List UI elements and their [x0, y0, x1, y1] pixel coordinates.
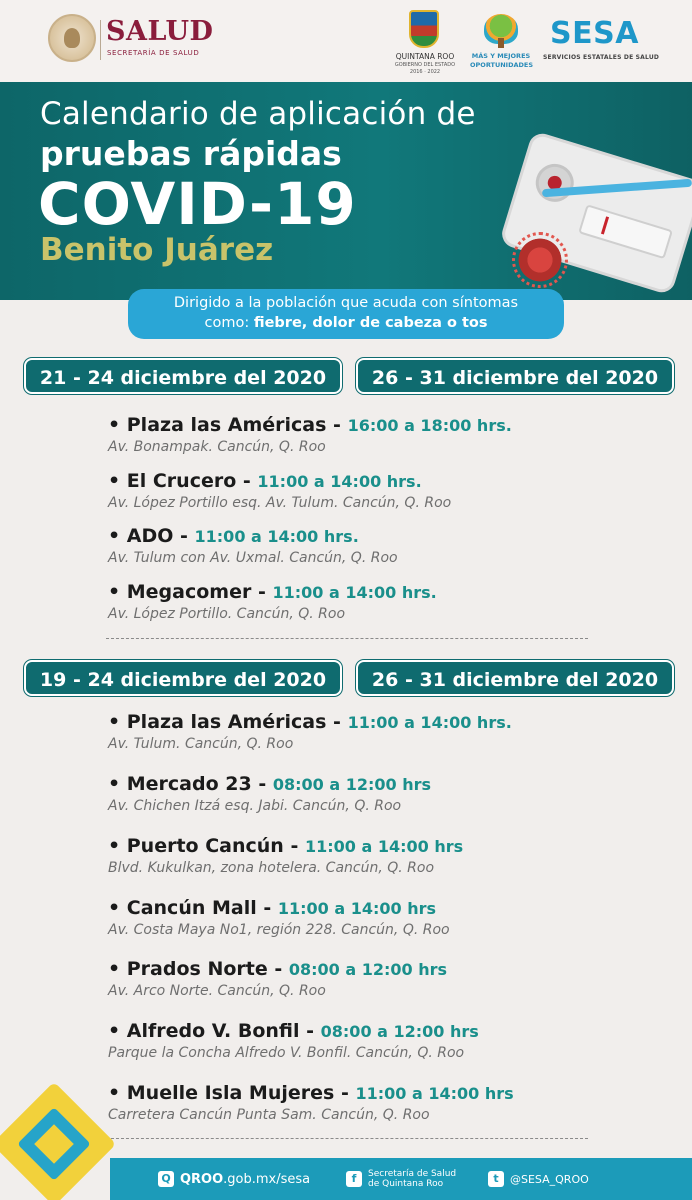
site-name: • Puerto Cancún -	[108, 835, 305, 857]
site-name: • El Crucero -	[108, 470, 258, 492]
section2-date-left: 19 - 24 diciembre del 2020	[24, 660, 342, 696]
site-name: • Prados Norte -	[108, 958, 289, 980]
site-address: Av. Arco Norte. Cancún, Q. Roo	[108, 983, 326, 999]
list-item	[108, 897, 668, 940]
website-rest: .gob.mx/sesa	[223, 1171, 311, 1187]
footer-twitter[interactable]	[488, 1158, 589, 1200]
banner-line1: Calendario de aplicación de	[40, 96, 476, 132]
symptoms-line2	[128, 313, 564, 333]
site-address: Av. López Portillo. Cancún, Q. Roo	[108, 606, 346, 622]
footer-bar	[110, 1158, 692, 1200]
mexico-seal-icon	[48, 14, 96, 62]
list-item	[108, 958, 668, 1001]
site-address: Av. Chichen Itzá esq. Jabi. Cancún, Q. Roo	[108, 798, 402, 814]
facebook-line1: Secretaría de Salud	[368, 1169, 457, 1179]
site-address: Av. Bonampak. Cancún, Q. Roo	[108, 439, 326, 455]
header-bar	[0, 0, 692, 82]
site-hours: 16:00 a 18:00 hrs.	[347, 416, 512, 435]
site-name: • Plaza las Américas -	[108, 711, 348, 733]
site-hours: 08:00 a 12:00 hrs	[272, 775, 432, 794]
site-name: • Megacomer -	[108, 581, 273, 603]
site-hours: 11:00 a 14:00 hrs	[277, 899, 437, 918]
tree-trunk	[498, 38, 504, 48]
title-banner	[0, 82, 692, 300]
banner-location: Benito Juárez	[40, 232, 274, 268]
site-name: • Mercado 23 -	[108, 773, 273, 795]
qroo-logo-icon: Q	[158, 1171, 174, 1187]
list-item	[108, 525, 668, 568]
site-address: Parque la Concha Alfredo V. Bonfil. Cancún, Q. Roo	[108, 1045, 465, 1061]
site-address: Av. Costa Maya No1, región 228. Cancún, Q. Roo	[108, 922, 450, 938]
result-line-icon	[601, 216, 609, 234]
quintana-roo-shield-icon	[409, 10, 439, 48]
section-divider	[106, 638, 588, 639]
symptoms-list: fiebre, dolor de cabeza o tos	[253, 315, 488, 331]
site-hours: 11:00 a 14:00 hrs	[304, 837, 464, 856]
quintana-roo-sub: GOBIERNO DEL ESTADO	[394, 62, 456, 68]
section1-date-right: 26 - 31 diciembre del 2020	[356, 358, 674, 394]
sample-well-icon	[531, 159, 578, 206]
twitter-handle: @SESA_QROO	[510, 1172, 589, 1186]
site-name: • Muelle Isla Mujeres -	[108, 1082, 356, 1104]
list-item	[108, 773, 668, 816]
section-divider	[106, 1138, 588, 1139]
mmo-line1: MÁS Y MEJORES	[471, 52, 531, 60]
site-hours: 11:00 a 14:00 hrs.	[194, 527, 359, 546]
website-bold: QROO	[180, 1171, 224, 1187]
list-item	[108, 835, 668, 878]
twitter-icon: t	[488, 1171, 504, 1187]
site-address: Carretera Cancún Punta Sam. Cancún, Q. Roo	[108, 1107, 430, 1123]
symptoms-prefix: como:	[204, 315, 254, 331]
site-name: • Cancún Mall -	[108, 897, 278, 919]
quintana-roo-logo	[394, 10, 456, 76]
result-window-icon	[578, 204, 673, 259]
site-hours: 11:00 a 14:00 hrs.	[347, 713, 512, 732]
site-address: Av. Tulum. Cancún, Q. Roo	[108, 736, 294, 752]
symptoms-notice	[128, 289, 564, 339]
site-address: Av. Tulum con Av. Uxmal. Cancún, Q. Roo	[108, 550, 398, 566]
footer-facebook[interactable]	[346, 1158, 456, 1200]
list-item	[108, 711, 668, 754]
site-hours: 11:00 a 14:00 hrs.	[257, 472, 422, 491]
footer-website[interactable]	[158, 1158, 310, 1200]
mas-mejores-oportunidades-logo	[470, 12, 532, 74]
site-hours: 11:00 a 14:00 hrs.	[272, 583, 437, 602]
site-name: • Alfredo V. Bonfil -	[108, 1020, 321, 1042]
mmo-line2: OPORTUNIDADES	[470, 61, 534, 69]
salud-divider	[100, 20, 101, 60]
decorative-corner-graphic	[0, 1090, 110, 1200]
site-hours: 08:00 a 12:00 hrs	[288, 960, 448, 979]
site-address: Av. López Portillo esq. Av. Tulum. Cancún, Q. Roo	[108, 495, 452, 511]
site-name: • ADO -	[108, 525, 195, 547]
list-item	[108, 1082, 668, 1125]
site-hours: 11:00 a 14:00 hrs	[355, 1084, 514, 1103]
sesa-logo-title: SESA	[550, 16, 639, 51]
site-address: Blvd. Kukulkan, zona hotelera. Cancún, Q. Roo	[108, 860, 435, 876]
symptoms-line1: Dirigido a la población que acuda con síntomas	[173, 295, 519, 311]
list-item	[108, 581, 668, 624]
list-item	[108, 414, 668, 457]
list-item	[108, 470, 668, 513]
quintana-roo-name: QUINTANA ROO	[395, 52, 455, 61]
salud-logo-title: SALUD	[106, 16, 214, 47]
banner-line2: pruebas rápidas	[40, 134, 342, 173]
section2-date-right: 26 - 31 diciembre del 2020	[356, 660, 674, 696]
site-name: • Plaza las Américas -	[108, 414, 348, 436]
sesa-logo-subtitle: SERVICIOS ESTATALES DE SALUD	[543, 54, 660, 61]
quintana-roo-years: 2016 · 2022	[409, 69, 441, 75]
banner-covid-title: COVID-19	[38, 170, 357, 238]
facebook-icon: f	[346, 1171, 362, 1187]
facebook-line2: de Quintana Roo	[368, 1179, 444, 1189]
list-item	[108, 1020, 668, 1063]
section1-date-left: 21 - 24 diciembre del 2020	[24, 358, 342, 394]
salud-logo-subtitle: SECRETARÍA DE SALUD	[107, 49, 200, 57]
site-hours: 08:00 a 12:00 hrs	[320, 1022, 479, 1041]
virus-icon	[512, 232, 568, 288]
